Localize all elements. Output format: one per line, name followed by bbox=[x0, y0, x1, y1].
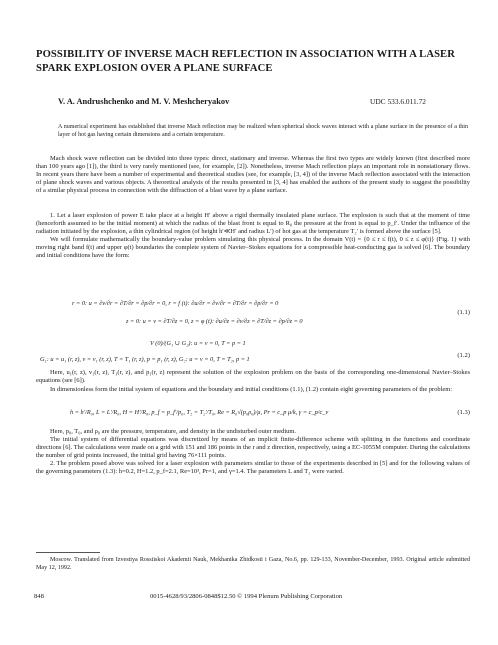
udc-code: UDC 533.6.011.72 bbox=[370, 97, 426, 106]
after-equation-text bbox=[36, 369, 470, 385]
dimensionless-paragraph: In dimensionless form the initial system of equations and the boundary and initial conditions (1.1), (1.2) contain eight governing parameters of the problem: bbox=[50, 386, 453, 393]
equation-1-2-line1: V (0)/(G₁ ∪ G₂): u = v = 0, T = p = 1 bbox=[150, 340, 246, 347]
section-1b-paragraph: We will formulate mathematically the boundary-value problem simulating this physical process. In the domain V(t) = {0 ≤ r ≤ f(t), 0 ≤ z ≤ φ(t)} (Fig. 1) with moving right band f(t) and upper φ(t) boundaries the complete system of Navier–Stokes equations for a compressible heat-conducting gas is solved [6]. The boundary and initial conditions have the form: bbox=[36, 236, 470, 260]
parameters-text bbox=[36, 428, 470, 476]
footnote-rule bbox=[36, 552, 100, 553]
equation-1-2-line2: G₁: u = u₁ (r, z), v = v₁ (r, z), T = T₁ (r, z), p = p₁ (r, z), G₂: u = v = 0, T = T₂, p = 1 bbox=[40, 356, 250, 363]
dimensionless-text bbox=[36, 386, 470, 394]
publisher-code: 0015-4628/93/2806-0848$12.50 © 1994 Plenum Publishing Corporation bbox=[150, 593, 343, 600]
page-number: 848 bbox=[34, 593, 44, 600]
paper-title: POSSIBILITY OF INVERSE MACH REFLECTION IN ASSOCIATION WITH A LASER SPARK EXPLOSION OVER A PLANE SURFACE bbox=[36, 49, 455, 74]
footnote: Moscow. Translated from Izvestiya Rossiiskoi Akademii Nauk, Mekhanika Zhidkosti i Gaza, No.6, pp. 129-133, November-December, 1993. Original article submitted May 12, 1992. bbox=[36, 557, 470, 571]
equation-1-1-number: (1.1) bbox=[457, 309, 470, 316]
section-1-paragraph: 1. Let a laser explosion of power E take place at a height H′ above a rigid thermally insulated plane surface. The explosion is such that at the moment of time (henceforth assumed to be the initial moment) at which the radius of the blast front is equal to R₀ the pressure at the front is equal to p_f′. Under the influence of the radiation initiated by the explosion, a thin cylindrical region (of height h′≪H′ and radius L′) of hot gas at the temperature T₂′ is formed above the surface [5]. bbox=[36, 212, 470, 236]
equation-1-3: h = h′/R₀, L = L′/R₀, H = H′/R₀, p_f = p_f′/p₀, T₂ = T₂′/T₀, Re = R₀√(p₀ρ₀)/μ, Pr = c_p μ/k, γ = c_p/c_v bbox=[70, 409, 329, 416]
section-1 bbox=[36, 212, 470, 260]
numerics-paragraph: The initial system of differential equations was discretized by means of an implicit finite-difference scheme with splitting in the functions and coordinate directions [6]. The calculations were made on a grid with 151 and 186 points in the r and z direction, respectively, using a EC-1055M computer. During the calculations the number of grid points increased, the initial grid having 76×111 points. bbox=[36, 436, 470, 460]
section-2-paragraph: 2. The problem posed above was solved for a laser explosion with parameters similar to those of the experiments described in [5] and for the following values of the governing parameters (1.3): h=0.2, H=1.2, p_f=2.1, Re=10³, Pr=1, and γ=1.4. The parameters L and T₂ were varied. bbox=[36, 460, 470, 476]
parameters-paragraph: Here, p₀, T₀, and ρ₀ are the pressure, temperature, and density in the undisturbed outer medium. bbox=[50, 428, 296, 435]
intro-paragraph: Mach shock wave reflection can be divided into three types: direct, stationary and inverse. Whereas the first two types are widely known (first described more than 100 years ago [1]), the third is very rarely mentioned (see, for example, [2]). Nonetheless, inverse Mach reflection plays an important role in nonstationary flows. In recent years there have been a number of experimental and theoretical studies (see, for example, [3, 4]) of the inverse Mach reflection associated with the interaction of plane shock waves and various objects. A theoretical analysis of the results presented in [3, 4] has enabled the authors of the present study to suggest the possibility of a similar physical process in connection with the diffraction of a blast wave by a plane surface. bbox=[36, 155, 470, 195]
equation-1-1-line1: r = 0: u = ∂v/∂r = ∂T/∂r = ∂p/∂r = 0, r = f (t): ∂u/∂r = ∂v/∂r = ∂T/∂r = ∂p/∂r = 0 bbox=[72, 300, 279, 307]
equation-1-3-number: (1.3) bbox=[457, 409, 470, 416]
equation-1-1-line2: z = 0: u = v = ∂T/∂z = 0, z = φ (t): ∂u/∂z = ∂v/∂z = ∂T/∂z = ∂p/∂z = 0 bbox=[126, 318, 303, 325]
paper-authors: V. A. Andrushchenko and M. V. Meshcheryakov bbox=[58, 97, 230, 106]
after-equation-paragraph: Here, u₁(r, z), v₁(r, z), T₁(r, z), and p₁(r, z) represent the solution of the explosion problem on the basis of the corresponding one-dimensional Navier–Stokes equations (see [6]). bbox=[36, 369, 470, 385]
abstract: A numerical experiment has established that inverse Mach reflection may be realized when spherical shock waves interact with a plane surface in the presence of a thin layer of hot gas having certain dimensions and a certain temperature. bbox=[58, 124, 468, 139]
intro-section bbox=[36, 155, 470, 195]
equation-1-2-number: (1.2) bbox=[457, 352, 470, 359]
